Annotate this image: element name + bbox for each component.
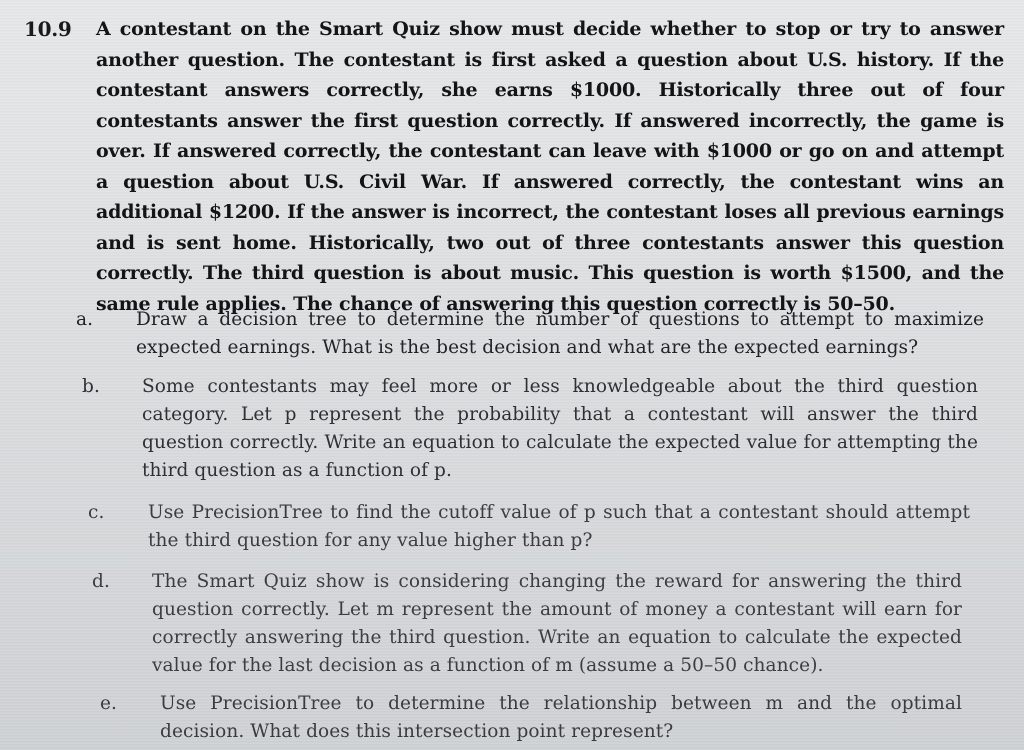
part-d-text: The Smart Quiz show is considering changing the reward for answering the third question correctly. Let m represent the amount of money a contestant will earn for correctly answering the third question. Write an equation to calculate the expected value for the last decision as a function of m (assume a 50–50 chance).: [152, 571, 962, 676]
part-c-label: c.: [88, 502, 105, 523]
part-e-label: e.: [100, 693, 118, 714]
part-c-text: Use PrecisionTree to find the cutoff value of p such that a contestant should attempt the third question for any value higher than p?: [148, 502, 970, 551]
part-d-label: d.: [92, 571, 110, 592]
problem-statement: A contestant on the Smart Quiz show must decide whether to stop or try to answer another question. The contestant is first asked a question about U.S. history. If the contestant answers correctly, she earns $1000. Historically three out of four contestants answer the first question correctly. If answered incorrectly, the game is over. If answered correctly, the contestant can leave with $1000 or go on and attempt a question about U.S. Civil War. If answered correctly, the contestant wins an additional $1200. If the answer is incorrect, the contestant loses all previous earnings and is sent home. Historically, two out of three contestants answer this question correctly. The third question is about music. This question is worth $1500, and the same rule applies. The chance of answering this question correctly is 50–50.: [96, 18, 1004, 315]
problem-number: 10.9: [24, 17, 72, 41]
part-c: [88, 499, 970, 555]
part-d: [92, 568, 962, 680]
part-b: [82, 373, 978, 485]
part-e: [100, 690, 962, 746]
part-a: [76, 306, 984, 362]
part-a-text: Draw a decision tree to determine the number of questions to attempt to maximize expected earnings. What is the best decision and what are the expected earnings?: [136, 309, 984, 358]
part-b-text: Some contestants may feel more or less knowledgeable about the third question category. Let p represent the probability that a contestant will answer the third question correctly. Write an equation to calculate the expected value for attempting the third question as a function of p.: [142, 376, 978, 481]
part-a-label: a.: [76, 309, 94, 330]
part-e-text: Use PrecisionTree to determine the relationship between m and the optimal decision. What does this intersection point represent?: [160, 693, 962, 742]
part-b-label: b.: [82, 376, 100, 397]
problem-10-9: [24, 14, 1004, 319]
